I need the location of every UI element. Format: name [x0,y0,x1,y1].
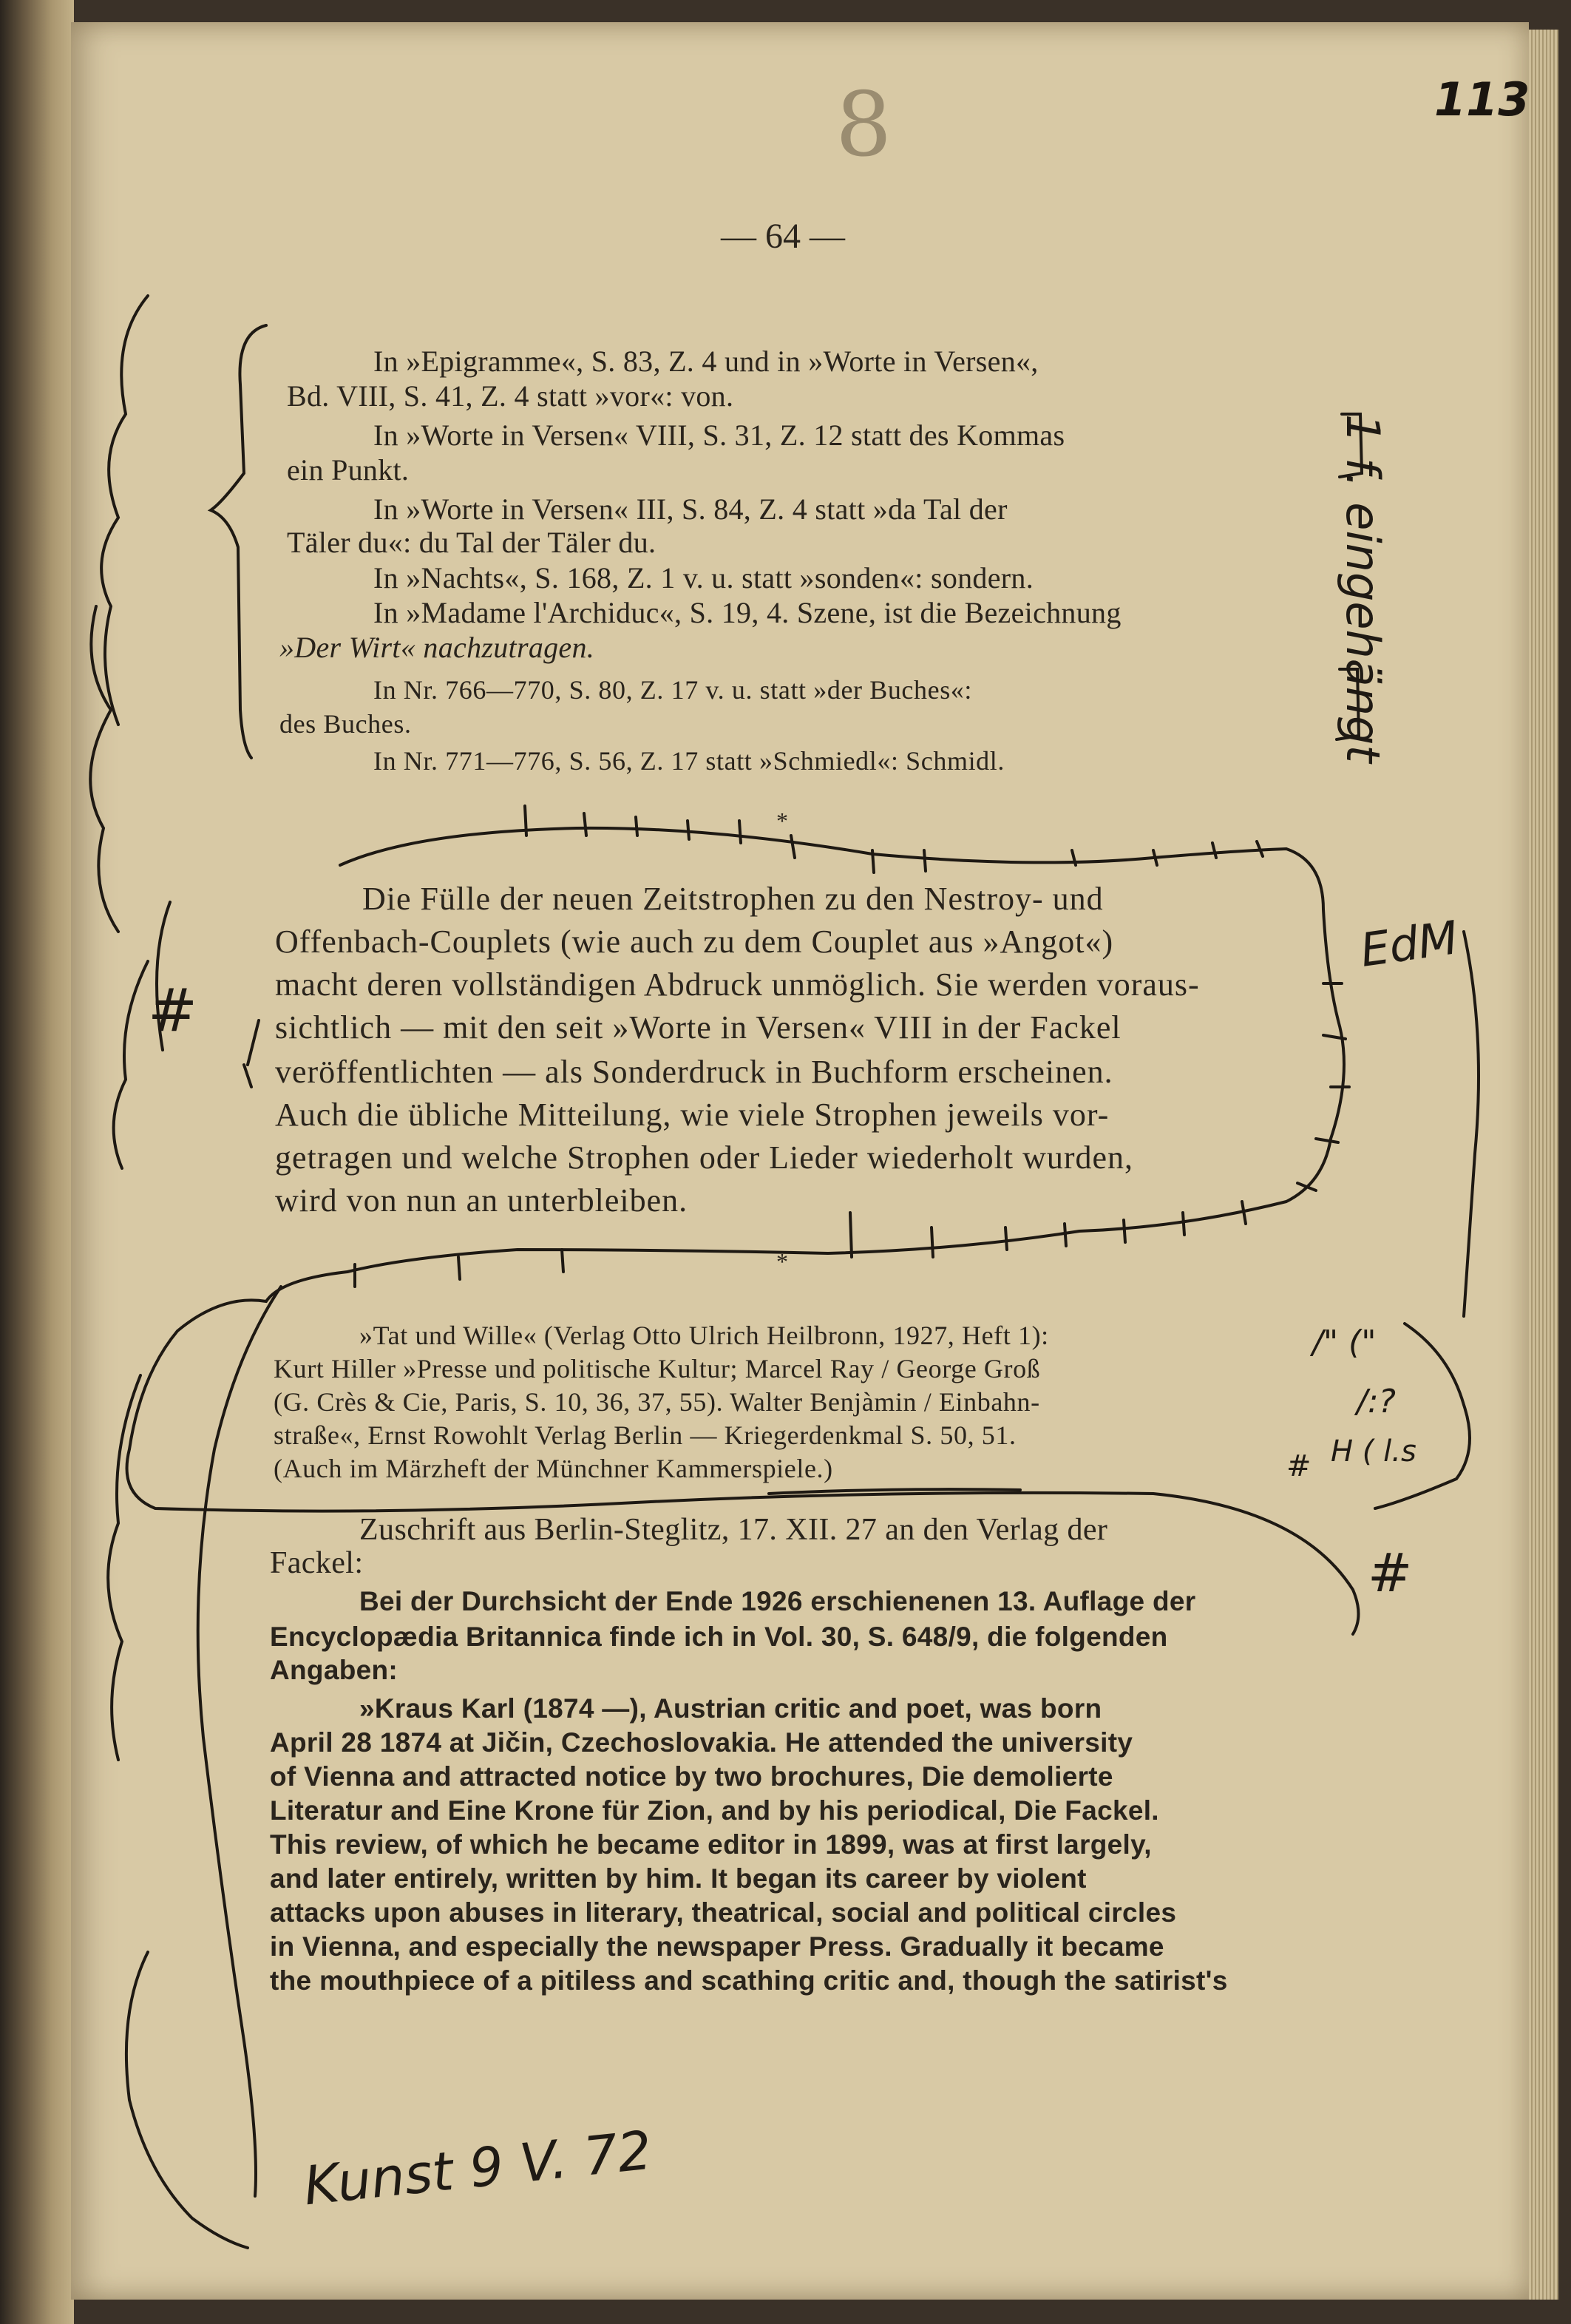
quote-line: and later entirely, written by him. It began its career by violent [270,1863,1087,1894]
bottom-handwritten-note: Kunst 9 V. 72 [300,2118,655,2218]
notice-line: macht deren vollständigen Abdruck unmöglich. Sie werden voraus- [275,966,1200,1003]
section-separator: * [776,1248,788,1275]
quote-line: Literatur and Eine Krone für Zion, and by his periodical, Die Fackel. [270,1795,1159,1826]
notice-line: sichtlich — mit den seit »Worte in Versen« VIII in der Fackel [275,1009,1122,1046]
margin-note-vertical: 1 f. eingehängt [1336,414,1390,763]
letter-intro-line: Bei der Durchsicht der Ende 1926 erschienenen 13. Auflage der [359,1586,1196,1616]
margin-note-citation: H ( l.s [1331,1434,1416,1468]
correction-line: In Nr. 771—776, S. 56, Z. 17 statt »Schmiedl«: Schmidl. [373,746,1005,776]
correction-line: In »Epigramme«, S. 83, Z. 4 und in »Worte in Versen«, [373,345,1039,378]
quote-line: in Vienna, and especially the newspaper Press. Gradually it became [270,1931,1164,1962]
hash-mark: # [1368,1542,1413,1604]
hash-mark: # [148,976,198,1045]
correction-line: In Nr. 766—770, S. 80, Z. 17 v. u. statt »der Buches«: [373,675,973,705]
quote-line: the mouthpiece of a pitiless and scathing critic and, though the satirist's [270,1965,1228,1996]
correction-line: ein Punkt. [287,453,410,487]
notice-line: Die Fülle der neuen Zeitstrophen zu den Nestroy- und [362,881,1104,917]
notice-line: Offenbach-Couplets (wie auch zu dem Couplet aus »Angot«) [275,924,1114,960]
quote-line: April 28 1874 at Jičin, Czechoslovakia. He attended the university [270,1727,1133,1758]
notice-line: getragen und welche Strophen oder Lieder wiederholt wurden, [275,1139,1134,1176]
correction-line: des Buches. [279,709,412,739]
notice-line: veröffentlichten — als Sonderdruck in Buchform erscheinen. [275,1054,1113,1090]
citation-line: Kurt Hiller »Presse und politische Kultur; Marcel Ray / George Groß [274,1354,1041,1383]
correction-line: In »Nachts«, S. 168, Z. 1 v. u. statt »sonden«: sondern. [373,561,1034,594]
citation-line: (Auch im Märzheft der Münchner Kammerspiele.) [274,1454,833,1483]
pencil-mark: 8 [835,74,892,177]
margin-note-citation: /" (" [1312,1324,1377,1361]
correction-line: Täler du«: du Tal der Täler du. [287,526,656,559]
notice-line: Auch die übliche Mitteilung, wie viele Strophen jeweils vor- [275,1097,1110,1133]
correction-line: In »Madame l'Archiduc«, S. 19, 4. Szene, ist die Bezeichnung [373,596,1122,629]
quote-line: This review, of which he became editor in 1899, was at first largely, [270,1829,1152,1860]
page-number: — 64 — [721,217,845,256]
letter-intro-line: Angaben: [270,1655,398,1685]
correction-line: In »Worte in Versen« III, S. 84, Z. 4 statt »da Tal der [373,492,1008,526]
citation-line: »Tat und Wille« (Verlag Otto Ulrich Heilbronn, 1927, Heft 1): [359,1321,1049,1350]
letter-heading-line: Fackel: [270,1546,364,1580]
letter-intro-line: Encyclopædia Britannica finde ich in Vol. 30, S. 648/9, die folgenden [270,1622,1168,1652]
citation-line: straße«, Ernst Rowohlt Verlag Berlin — Kriegerdenkmal S. 50, 51. [274,1420,1017,1450]
folio-number: 113 [1434,72,1530,126]
citation-line: (G. Crès & Cie, Paris, S. 10, 36, 37, 55). Walter Benjàmin / Einbahn- [274,1387,1040,1417]
correction-line: Bd. VIII, S. 41, Z. 4 statt »vor«: von. [287,379,734,413]
correction-line: In »Worte in Versen« VIII, S. 31, Z. 12 statt des Kommas [373,419,1065,452]
notice-line: wird von nun an unterbleiben. [275,1182,688,1219]
hash-mark: # [1286,1449,1312,1483]
quote-line: attacks upon abuses in literary, theatrical, social and political circles [270,1897,1177,1928]
quote-line: »Kraus Karl (1874 —), Austrian critic and poet, was born [359,1693,1102,1724]
letter-heading-line: Zuschrift aus Berlin-Steglitz, 17. XII. 27 an den Verlag der [359,1513,1108,1547]
correction-line: »Der Wirt« nachzutragen. [279,631,595,664]
margin-note-citation: /:? [1357,1383,1397,1420]
section-separator: * [776,807,788,834]
margin-note-notice: EdM [1357,910,1462,978]
quote-line: of Vienna and attracted notice by two brochures, Die demolierte [270,1761,1113,1792]
